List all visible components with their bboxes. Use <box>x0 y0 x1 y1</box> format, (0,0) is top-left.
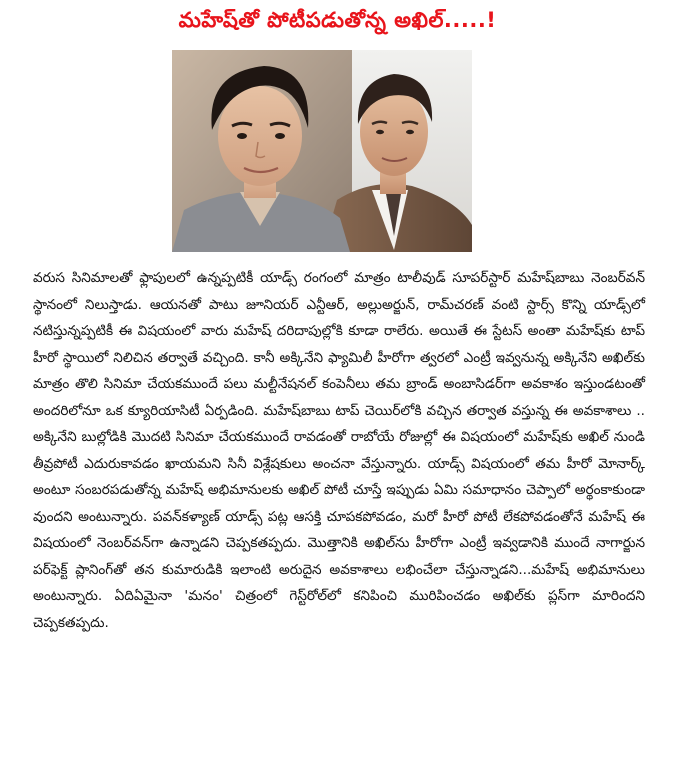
news-photo <box>172 50 472 252</box>
headline: మహేష్‌తో పోటీపడుతోన్న అఖిల్.....! <box>178 8 497 32</box>
article-body: వరుస సినిమాలతో ఫ్లాపులలో ఉన్నప్పటికీ యాడ్స్ రంగంలో మాత్రం టాలీవుడ్ సూపర్‌స్టార్ మహేష్‌బాబు నెంబర్‌వన్ స్థానంలో నిలుస్తాడు. ఆయనతో పాటు జూనియర్ ఎన్టీఆర్, అల్లుఅర్జున్, రామ్‌చరణ్ వంటి స్టార్స్ కొన్ని యాడ్స్‌లో నటిస్తున్నప్పటికీ ఈ విషయంలో వారు మహేష్ దరిదాపుల్లోకి కూడా రాలేరు. అయితే ఈ స్టేటస్ అంతా మహేష్‌కు టాప్ హీరో స్థాయిలో నిలిచిన తర్వాతే వచ్చింది. కానీ అక్కినేని ఫ్యామిలీ హీరోగా త్వరలో ఎంట్రీ ఇవ్వనున్న అక్కినేని అఖిల్‌కు మాత్రం తొలి సినిమా చేయకముందే పలు మల్టీనేషనల్ కంపెనీలు తమ బ్రాండ్ అంబాసిడర్‌గా అవకాశం ఇస్తుండటంతో అందరిలోనూ ఒక క్యూరియాసిటీ ఏర్పడింది. మహేష్‌బాబు టాప్ చెయిర్‌లోకి వచ్చిన తర్వాత వస్తున్న ఈ అవకాశాలు .. అక్కినేని బుల్లోడికి మొదటి సినిమా చేయకముందే రావడంతో రాబోయే రోజుల్లో ఈ విషయంలో మహేష్‌కు అఖిల్ నుండి తీవ్రపోటీ ఎదురుకావడం ఖాయమని సినీ విశ్లేషకులు అంచనా వేస్తున్నారు. యాడ్స్ విషయంలో తమ హీరో మోనార్క్ అంటూ సంబరపడుతోన్న మహేష్ అభిమానులకు అఖిల్ పోటీ చూస్తే ఇప్పుడు ఏమి సమాధానం చెప్పాలో అర్థంకాకుండా వుందని అంటున్నారు. పవన్‌కళ్యాణ్ యాడ్స్ పట్ల ఆసక్తి చూపకపోవడం, మరో హీరో పోటీ లేకపోవడంతోనే మహేష్ ఈ విషయంలో నెంబర్‌వన్‌గా ఉన్నాడని చెప్పకతప్పదు. మొత్తానికి అఖిల్‌ను హీరోగా ఎంట్రీ ఇవ్వడానికి ముందే నాగార్జున పర్‌ఫెక్ట్ ప్లానింగ్‌తో తన కుమారుడికి ఇలాంటి అరుదైన అవకాశాలు లభించేలా చేస్తున్నాడని...మహేష్ అభిమానులు అంటున్నారు. ఏదిఏమైనా 'మనం' చిత్రంలో గెస్ట్‌రోల్‌లో కనిపించి మురిపించడం అఖిల్‌కు ప్లస్‌గా మారిందని చెప్పకతప్పదు. <box>33 270 645 631</box>
news-photo-illustration <box>172 50 472 252</box>
